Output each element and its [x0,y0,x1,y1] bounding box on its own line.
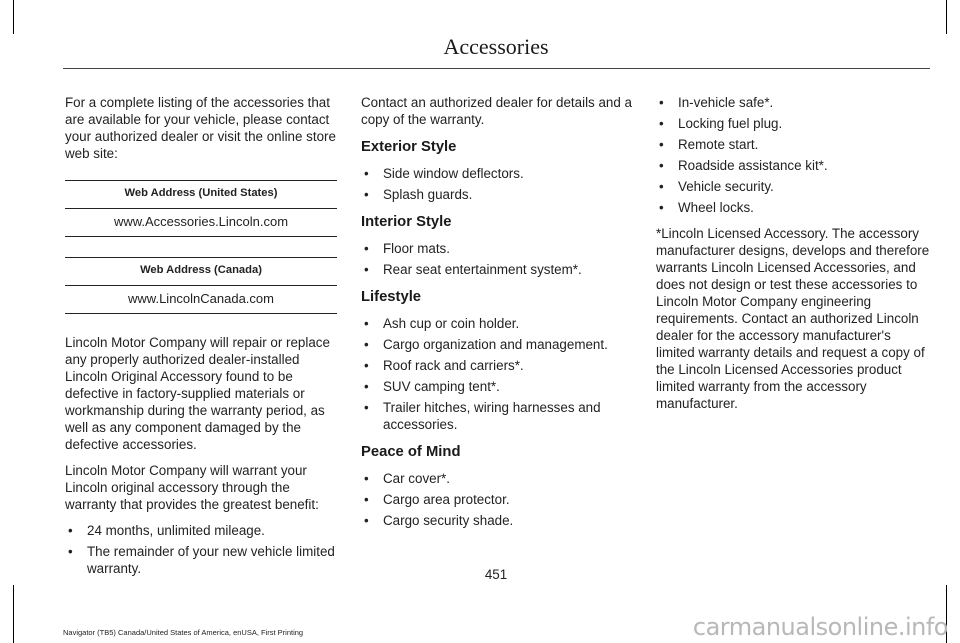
list-item: • Roof rack and carriers*. [361,357,637,374]
list-item: • Cargo security shade. [361,512,637,529]
accessory-list [656,94,930,216]
contact-paragraph: Contact an authorized dealer for details and a copy of the warranty. [361,95,632,127]
footer-text: Navigator (TB5) Canada/United States of America, enUSA, First Printing [63,628,304,637]
column-1 [65,94,337,586]
list-item: • SUV camping tent*. [361,378,637,395]
table-header: Web Address (Canada) [65,258,337,286]
column-3 [656,94,930,421]
list-item: • Side window deflectors. [361,165,637,182]
lifestyle-list [361,315,637,433]
watermark-logo: carmanualsonline.info [692,613,948,641]
column-2 [361,94,637,538]
footnote-paragraph: *Lincoln Licensed Accessory. The accessory manufacturer designs, develops and therefore warrants Lincoln Licensed Accessories, and does not design or test these accessories to Lincoln Motor Company engineering requirements. Contact an authorized Lincoln dealer for the accessory manufacturer's limited warranty details and request a copy of the Lincoln Licensed Accessories product limited warranty from the accessory manufacturer. [656,226,930,411]
repair-paragraph: Lincoln Motor Company will repair or replace any properly authorized dealer-installed Lincoln Original Accessory found to be defective in factory-supplied materials or workmanship during the warranty period, as well as any component damaged by the defective accessories. [65,335,330,452]
list-item: • Ash cup or coin holder. [361,315,637,332]
web-address-link[interactable]: www.Accessories.Lincoln.com [65,209,337,237]
list-item: • Roadside assistance kit*. [656,157,930,174]
list-item: • Cargo area protector. [361,491,637,508]
web-address-link[interactable]: www.LincolnCanada.com [65,286,337,314]
section-heading-lifestyle: Lifestyle [361,289,422,305]
crop-mark-top-right [946,0,947,34]
list-item: • Trailer hitches, wiring harnesses and accessories. [361,399,637,433]
web-address-table-us [65,180,337,237]
page-number: 451 [484,567,508,582]
list-item: • Car cover*. [361,470,637,487]
list-item: • Remote start. [656,136,930,153]
exterior-list [361,165,637,203]
title-rule [63,68,930,69]
section-heading-exterior: Exterior Style [361,139,457,155]
section-heading-peace-of-mind: Peace of Mind [361,444,461,460]
list-item: • Splash guards. [361,186,637,203]
peace-of-mind-list [361,470,637,529]
list-item: • Vehicle security. [656,178,930,195]
section-heading-interior: Interior Style [361,214,452,230]
page-title: Accessories [443,34,549,59]
warranty-paragraph: Lincoln Motor Company will warrant your Lincoln original accessory through the warranty that provides the greatest benefit: [65,463,319,512]
intro-paragraph: For a complete listing of the accessories that are available for your vehicle, please contact your authorized dealer or visit the online store web site: [65,95,336,161]
list-item: • Floor mats. [361,240,637,257]
web-address-table-canada [65,257,337,314]
list-item: • Cargo organization and management. [361,336,637,353]
table-header: Web Address (United States) [65,181,337,209]
list-item: • The remainder of your new vehicle limited warranty. [65,543,337,577]
interior-list [361,240,637,278]
list-item: • Rear seat entertainment system*. [361,261,637,278]
list-item: • Wheel locks. [656,199,930,216]
list-item: • 24 months, unlimited mileage. [65,522,337,539]
list-item: • Locking fuel plug. [656,115,930,132]
list-item: • In-vehicle safe*. [656,94,930,111]
crop-mark-bottom-left [13,585,14,643]
crop-mark-top-left [13,0,14,34]
